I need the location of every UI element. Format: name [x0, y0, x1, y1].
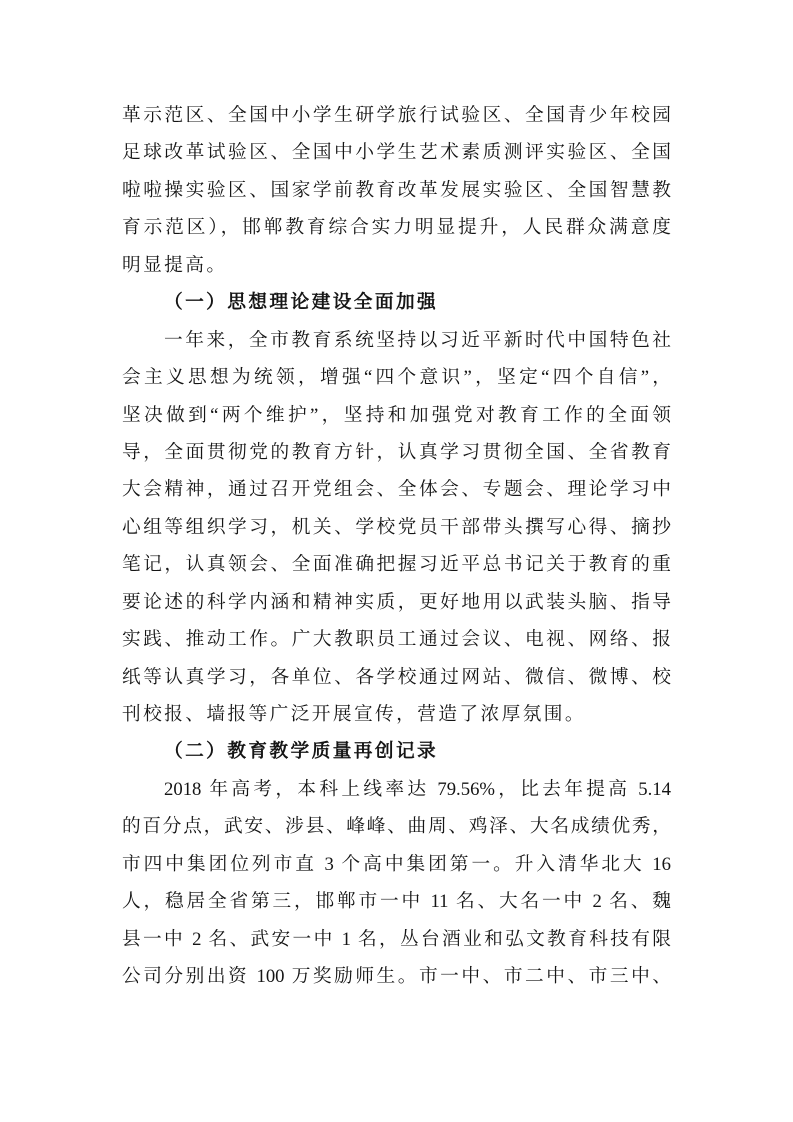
text-line: 导，全面贯彻党的教育方针，认真学习贯彻全国、全省教育 — [122, 441, 671, 463]
document-body — [122, 97, 671, 996]
section-heading: （二）教育教学质量再创记录 — [164, 741, 439, 763]
text-line: 要论述的科学内涵和精神实质，更好地用以武装头脑、指导 — [122, 591, 671, 613]
paragraph-continuation — [122, 97, 671, 284]
text-line: 笔记，认真领会、全面准确把握习近平总书记关于教育的重 — [122, 554, 671, 576]
text-line: 的百分点，武安、涉县、峰峰、曲周、鸡泽、大名成绩优秀， — [122, 816, 671, 838]
text-line: 人，稳居全省第三，邯郸市一中 11 名、大名一中 2 名、魏 — [122, 891, 671, 913]
text-line: 市四中集团位列市直 3 个高中集团第一。升入清华北大 16 — [122, 853, 671, 875]
text-line: 纸等认真学习，各单位、各学校通过网站、微信、微博、校 — [122, 666, 671, 688]
paragraph — [122, 322, 671, 734]
section-heading: （一）思想理论建设全面加强 — [164, 292, 439, 314]
text-line: 啦啦操实验区、国家学前教育改革发展实验区、全国智慧教 — [122, 179, 671, 201]
text-line: 刊校报、墙报等广泛开展宣传，营造了浓厚氛围。 — [122, 704, 586, 725]
text-line: 公司分别出资 100 万奖励师生。市一中、市二中、市三中、 — [122, 966, 671, 988]
text-line: 大会精神，通过召开党组会、全体会、专题会、理论学习中 — [122, 479, 671, 501]
text-line: 县一中 2 名、武安一中 1 名，丛台酒业和弘文教育科技有限 — [122, 928, 671, 950]
text-line: 实践、推动工作。广大教职员工通过会议、电视、网络、报 — [122, 629, 671, 651]
text-line: 会主义思想为统领，增强“四个意识”，坚定“四个自信”， — [122, 367, 671, 389]
text-line: 革示范区、全国中小学生研学旅行试验区、全国青少年校园 — [122, 105, 671, 126]
paragraph — [122, 771, 671, 996]
text-line: 坚决做到“两个维护”，坚持和加强党对教育工作的全面领 — [122, 404, 671, 426]
text-line: 足球改革试验区、全国中小学生艺术素质测评实验区、全国 — [122, 142, 671, 164]
text-line: 心组等组织学习，机关、学校党员干部带头撰写心得、摘抄 — [122, 516, 671, 538]
text-line: 2018 年高考，本科上线率达 79.56%，比去年提高 5.14 — [164, 778, 671, 800]
text-line: 一年来，全市教育系统坚持以习近平新时代中国特色社 — [164, 329, 671, 351]
text-line: 育示范区），邯郸教育综合实力明显提升，人民群众满意度 — [122, 217, 671, 239]
text-line: 明显提高。 — [122, 254, 228, 276]
